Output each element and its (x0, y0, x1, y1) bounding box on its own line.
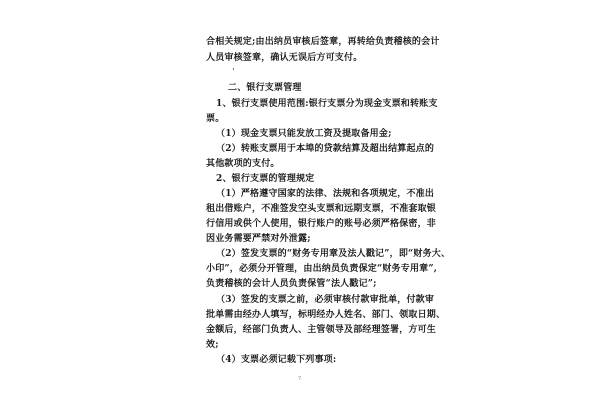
text-line: 负责稽核的会计人员负责保管“法人戳记”; (206, 279, 377, 289)
text-line: （2）签发支票的“财务专用章及法人戳记”，即“财务大、 (216, 249, 451, 259)
text-line: 行信用或供个人使用，银行账户的账号必须严格保密，非 (206, 219, 437, 229)
text-line: 其他款项的支付。 (206, 159, 280, 169)
section-heading: 二、银行支票管理 (228, 83, 302, 93)
text-line: （2）转账支票用于本埠的贷款结算及超出结算起点的 (216, 144, 435, 154)
page-number: 7 (298, 376, 302, 382)
text-line: 票。 (206, 114, 225, 124)
stray-mark: ‘ (232, 67, 235, 76)
text-line: 租出借账户，不准签发空头支票和远期支票，不准套取银 (206, 204, 437, 214)
text-line: 1、银行支票使用范围:银行支票分为现金支票和转账支 (216, 99, 438, 109)
text-line: 合相关规定;由出纳员审核后签章，再转给负责稽核的会计 (206, 37, 440, 47)
subsection-heading: 2、银行支票的管理规定 (216, 174, 315, 184)
text-line: （4）支票必须记载下列事项: (216, 355, 337, 365)
text-line: （1）严格遵守国家的法律、法规和各项规定，不准出 (216, 189, 435, 199)
text-line: 金额后，经部门负责人、主管领导及部经理签署，方可生 (206, 325, 437, 335)
text-line: 效; (206, 340, 219, 350)
text-line: 小印”，必须分开管理，由出纳员负责保定“财务专用章”, (206, 264, 438, 274)
text-line: 批单需由经办人填写，标明经办人姓名、部门、领取日期、 (206, 310, 446, 320)
text-line: （1）现金支票只能发放工资及提取备用金; (216, 129, 392, 139)
text-line: 因业务需要严禁对外泄露; (206, 234, 311, 244)
text-line: 人员审核签章，确认无误后方可支付。 (206, 53, 363, 63)
text-line: （3）签发的支票之前，必须审核付款审批单，付款审 (216, 295, 435, 305)
